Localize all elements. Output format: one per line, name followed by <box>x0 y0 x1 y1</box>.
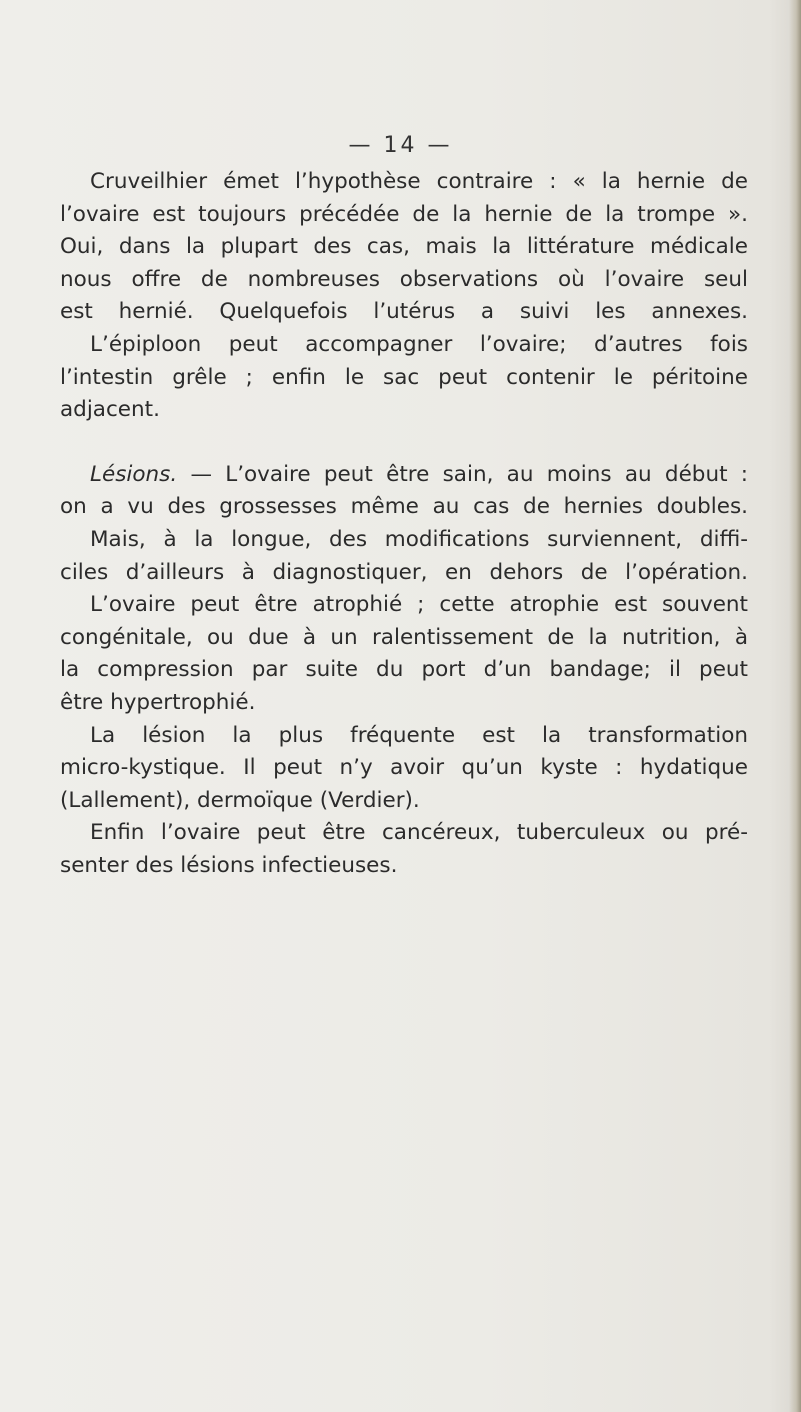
page-number: — 14 — <box>348 133 453 158</box>
text-line: adjacent. <box>60 397 160 423</box>
text-line: la compression par suite du port d’un bandage; il peut <box>60 657 748 683</box>
text-line: nous offre de nombreuses observations où l’ovaire seul <box>60 266 748 292</box>
paragraph-gap <box>60 427 748 459</box>
text-line: l’intestin grêle ; enfin le sac peut contenir le péritoine <box>60 364 748 390</box>
text-line: senter des lésions infectieuses. <box>60 852 398 878</box>
text-line: être hypertrophié. <box>60 689 256 715</box>
page-edge-shadow <box>789 0 801 1412</box>
text-line: Enfin l’ovaire peut être cancéreux, tuberculeux ou pré- <box>90 820 748 846</box>
text-line: La lésion la plus fréquente est la transformation <box>90 722 748 748</box>
text-line <box>60 459 748 492</box>
text-line: ciles d’ailleurs à diagnostiquer, en dehors de l’opération. <box>60 559 748 585</box>
text-line: l’ovaire est toujours précédée de la hernie de la trompe ». <box>60 201 748 227</box>
text-line: congénitale, ou due à un ralentissement de la nutrition, à <box>60 624 748 650</box>
text-line: Oui, dans la plupart des cas, mais la littérature médicale <box>60 234 748 260</box>
text-line: on a vu des grossesses même au cas de hernies doubles. <box>60 494 748 520</box>
text-line: est hernié. Quelquefois l’utérus a suivi les annexes. <box>60 299 748 325</box>
body-text <box>60 166 748 882</box>
text-line: Mais, à la longue, des modifications surviennent, diffi- <box>90 526 748 552</box>
text-line: (Lallement), dermoïque (Verdier). <box>60 787 420 813</box>
text-line: L’ovaire peut être atrophié ; cette atrophie est souvent <box>90 592 748 618</box>
section-heading-lesions: Lésions. <box>90 461 178 487</box>
text-line: micro-kystique. Il peut n’y avoir qu’un kyste : hydatique <box>60 755 748 781</box>
text-line: Cruveilhier émet l’hypothèse contraire : « la hernie de <box>90 169 748 194</box>
text-line: L’épiploon peut accompagner l’ovaire; d’autres fois <box>90 331 748 357</box>
text-fragment: — L’ovaire peut être sain, au moins au début : <box>177 461 748 487</box>
